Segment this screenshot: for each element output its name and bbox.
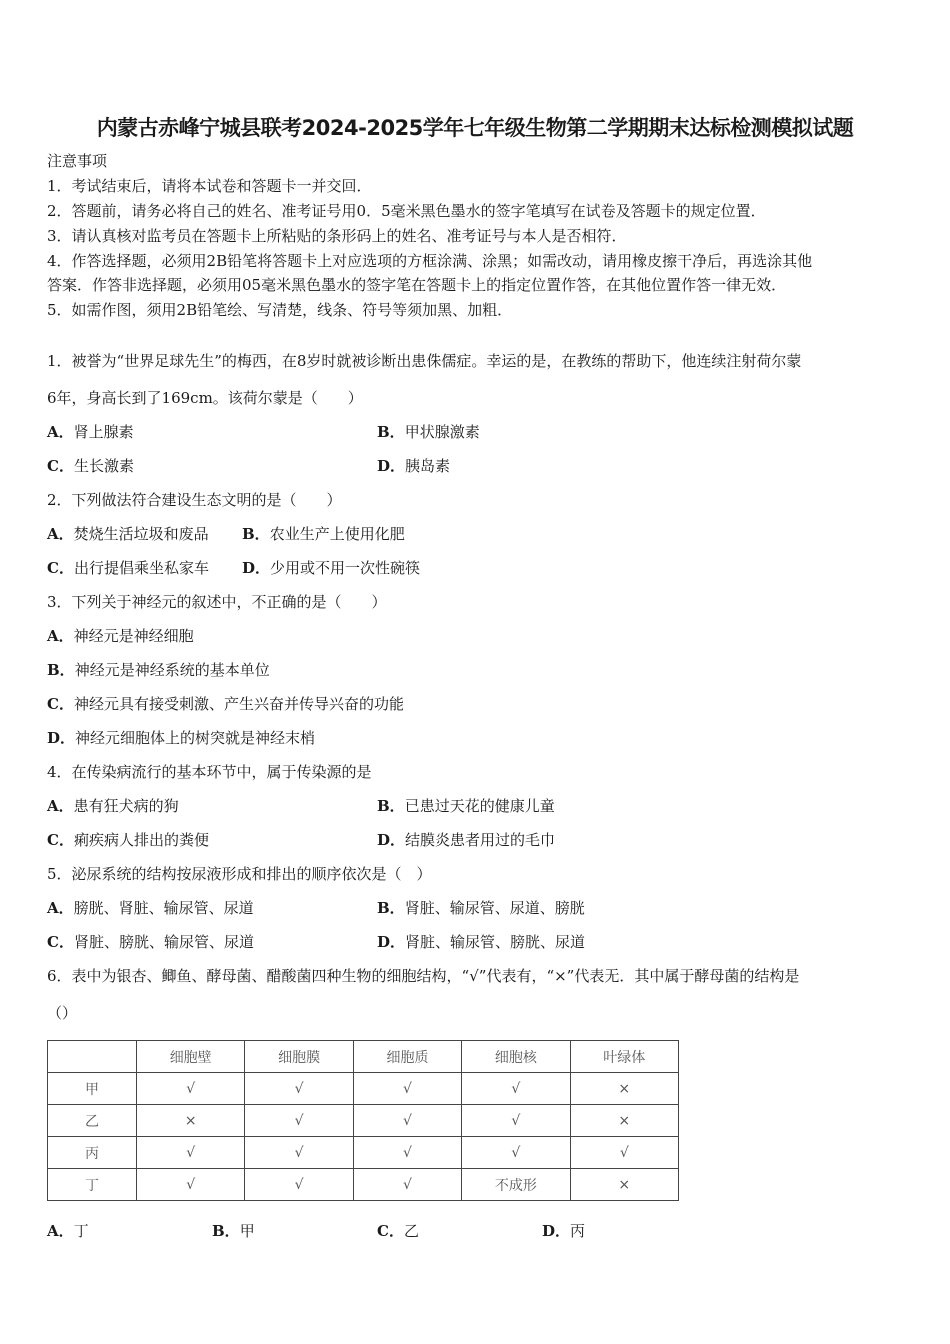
- notice-item-5: 5．如需作图，须用2B铅笔绘、写清楚，线条、符号等须加黑、加粗．: [47, 301, 513, 319]
- table-row: [48, 1137, 679, 1169]
- table-cell: ×: [570, 1105, 678, 1137]
- q2-option-d: D．少用或不用一次性碗筷: [242, 559, 421, 577]
- table-header-row: [48, 1041, 679, 1073]
- table-cell: √: [245, 1105, 353, 1137]
- q1-stem-cont: 6年，身高长到了169cm。该荷尔蒙是（ ）: [47, 389, 363, 407]
- table-cell: √: [353, 1137, 461, 1169]
- row-label: 丁: [48, 1169, 137, 1201]
- q3-option-b: B．神经元是神经系统的基本单位: [47, 661, 270, 679]
- q1-option-d: D．胰岛素: [377, 457, 451, 475]
- q5-option-c: C．肾脏、膀胱、输尿管、尿道: [47, 933, 254, 951]
- table-row: [48, 1169, 679, 1201]
- table-cell: √: [462, 1137, 570, 1169]
- row-label: 甲: [48, 1073, 137, 1105]
- q5-option-b: B．肾脏、输尿管、尿道、膀胱: [377, 899, 585, 917]
- table-row: [48, 1073, 679, 1105]
- notice-heading: 注意事项: [47, 152, 108, 170]
- table-header: 细胞核: [462, 1041, 570, 1073]
- q1-option-b: B．甲状腺激素: [377, 423, 480, 441]
- notice-item-4: 4．作答选择题，必须用2B铅笔将答题卡上对应选项的方框涂满、涂黑；如需改动，请用橡皮擦干净后，再选涂其他: [47, 252, 813, 270]
- q4-stem: 4．在传染病流行的基本环节中，属于传染源的是: [47, 763, 372, 781]
- table-cell: √: [137, 1073, 245, 1105]
- table-cell: √: [245, 1169, 353, 1201]
- q2-option-b: B．农业生产上使用化肥: [242, 525, 405, 543]
- q5-option-a: A．膀胱、肾脏、输尿管、尿道: [47, 899, 254, 917]
- q6-stem-cont: （）: [47, 1004, 78, 1022]
- q4-option-a: A．患有狂犬病的狗: [47, 797, 179, 815]
- table-cell: √: [353, 1105, 461, 1137]
- q3-option-c: C．神经元具有接受刺激、产生兴奋并传导兴奋的功能: [47, 695, 404, 713]
- table-cell: ×: [570, 1169, 678, 1201]
- table-cell: 不成形: [462, 1169, 570, 1201]
- table-cell: √: [462, 1105, 570, 1137]
- q2-option-c: C．出行提倡乘坐私家车: [47, 559, 209, 577]
- notice-item-2: 2．答题前，请务必将自己的姓名、准考证号用0．5毫米黑色墨水的签字笔填写在试卷及答题卡的规定位置．: [47, 202, 766, 220]
- table-corner-cell: [48, 1041, 137, 1073]
- table-row: [48, 1105, 679, 1137]
- table-cell: √: [462, 1073, 570, 1105]
- table-header: 细胞膜: [245, 1041, 353, 1073]
- q3-option-d: D．神经元细胞体上的树突就是神经末梢: [47, 729, 316, 747]
- notice-item-3: 3．请认真核对监考员在答题卡上所粘贴的条形码上的姓名、准考证号与本人是否相符．: [47, 227, 627, 245]
- q6-option-c: C．乙: [377, 1222, 419, 1240]
- table-cell: √: [353, 1073, 461, 1105]
- row-label: 丙: [48, 1137, 137, 1169]
- q4-option-d: D．结膜炎患者用过的毛巾: [377, 831, 556, 849]
- table-cell: ×: [137, 1105, 245, 1137]
- notice-item-4-cont: 答案．作答非选择题，必须用05毫米黑色墨水的签字笔在答题卡上的指定位置作答，在其他位置作答一律无效．: [47, 276, 787, 294]
- q4-option-c: C．痢疾病人排出的粪便: [47, 831, 209, 849]
- q6-stem: 6．表中为银杏、鲫鱼、酵母菌、醋酸菌四种生物的细胞结构，“√”代表有，“×”代表无．其中属于酵母菌的结构是: [47, 967, 800, 985]
- page-title: 内蒙古赤峰宁城县联考2024-2025学年七年级生物第二学期期末达标检测模拟试题: [96, 116, 854, 140]
- q5-option-d: D．肾脏、输尿管、膀胱、尿道: [377, 933, 586, 951]
- q4-option-b: B．已患过天花的健康儿童: [377, 797, 555, 815]
- q6-option-b: B．甲: [212, 1222, 255, 1240]
- notice-item-1: 1．考试结束后，请将本试卷和答题卡一并交回．: [47, 177, 372, 195]
- table-header: 细胞质: [353, 1041, 461, 1073]
- table-cell: √: [353, 1169, 461, 1201]
- table-cell: √: [137, 1137, 245, 1169]
- table-cell: √: [245, 1137, 353, 1169]
- q3-stem: 3．下列关于神经元的叙述中，不正确的是（ ）: [47, 593, 387, 611]
- q6-option-d: D．丙: [542, 1222, 586, 1240]
- table-cell: √: [570, 1137, 678, 1169]
- q5-stem: 5．泌尿系统的结构按尿液形成和排出的顺序依次是（ ）: [47, 865, 432, 883]
- q3-option-a: A．神经元是神经细胞: [47, 627, 194, 645]
- q6-option-a: A．丁: [47, 1222, 89, 1240]
- q2-stem: 2．下列做法符合建设生态文明的是（ ）: [47, 491, 342, 509]
- row-label: 乙: [48, 1105, 137, 1137]
- table-header: 叶绿体: [570, 1041, 678, 1073]
- table-header: 细胞壁: [137, 1041, 245, 1073]
- q1-option-a: A．肾上腺素: [47, 423, 134, 441]
- q2-option-a: A．焚烧生活垃圾和废品: [47, 525, 209, 543]
- table-cell: √: [245, 1073, 353, 1105]
- q1-option-c: C．生长激素: [47, 457, 134, 475]
- table-cell: √: [137, 1169, 245, 1201]
- q1-stem: 1．被誉为“世界足球先生”的梅西，在8岁时就被诊断出患侏儒症。幸运的是，在教练的帮助下，他连续注射荷尔蒙: [47, 352, 802, 370]
- cell-structure-table: [47, 1040, 679, 1201]
- table-cell: ×: [570, 1073, 678, 1105]
